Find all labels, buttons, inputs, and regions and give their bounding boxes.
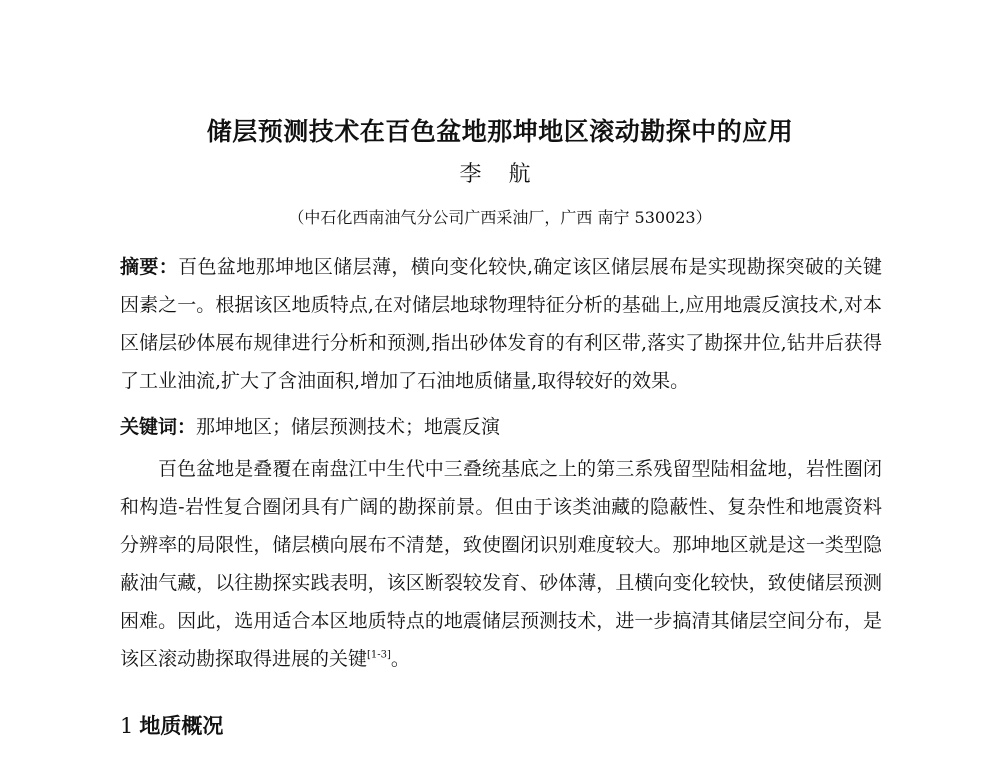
body-end-punctuation: 。 bbox=[390, 648, 410, 670]
paper-title: 储层预测技术在百色盆地那坤地区滚动勘探中的应用 bbox=[206, 117, 794, 146]
section-title: 地质概况 bbox=[139, 714, 224, 738]
abstract-label: 摘要： bbox=[120, 256, 179, 278]
body-paragraph bbox=[120, 450, 882, 678]
keywords-text: 那坤地区；储层预测技术；地震反演 bbox=[196, 416, 501, 438]
section-heading bbox=[120, 710, 223, 740]
keywords-label: 关键词： bbox=[120, 416, 197, 438]
citation-reference: [1-3] bbox=[367, 649, 391, 661]
paper-author: 李 航 bbox=[459, 162, 541, 187]
body-text: 百色盆地是叠覆在南盘江中生代中三叠统基底之上的第三系残留型陆相盆地，岩性圈闭和构造-岩性复合圈闭具有广阔的勘探前景。但由于该类油藏的隐蔽性、复杂性和地震资料分辨率的局限性，储层横向展布不清楚，致使圈闭识别难度较大。那坤地区就是这一类型隐蔽油气藏，以往勘探实践表明，该区断裂较发育、砂体薄，且横向变化较快，致使储层预测困难。因此，选用适合本区地质特点的地震储层预测技术，进一步搞清其储层空间分布，是该区滚动勘探取得进展的关键 bbox=[120, 458, 882, 670]
abstract bbox=[120, 248, 882, 400]
section-number: 1 bbox=[120, 714, 134, 738]
paper-affiliation: （中石化西南油气分公司广西采油厂，广西 南宁 530023） bbox=[288, 208, 712, 227]
keywords bbox=[120, 408, 882, 446]
abstract-text: 百色盆地那坤地区储层薄，横向变化较快,确定该区储层展布是实现勘探突破的关键因素之一。根据该区地质特点,在对储层地球物理特征分析的基础上,应用地震反演技术,对本区储层砂体展布规律进行分析和预测,指出砂体发育的有利区带,落实了勘探井位,钻井后获得了工业油流,扩大了含油面积,增加了石油地质储量,取得较好的效果。 bbox=[120, 256, 882, 392]
